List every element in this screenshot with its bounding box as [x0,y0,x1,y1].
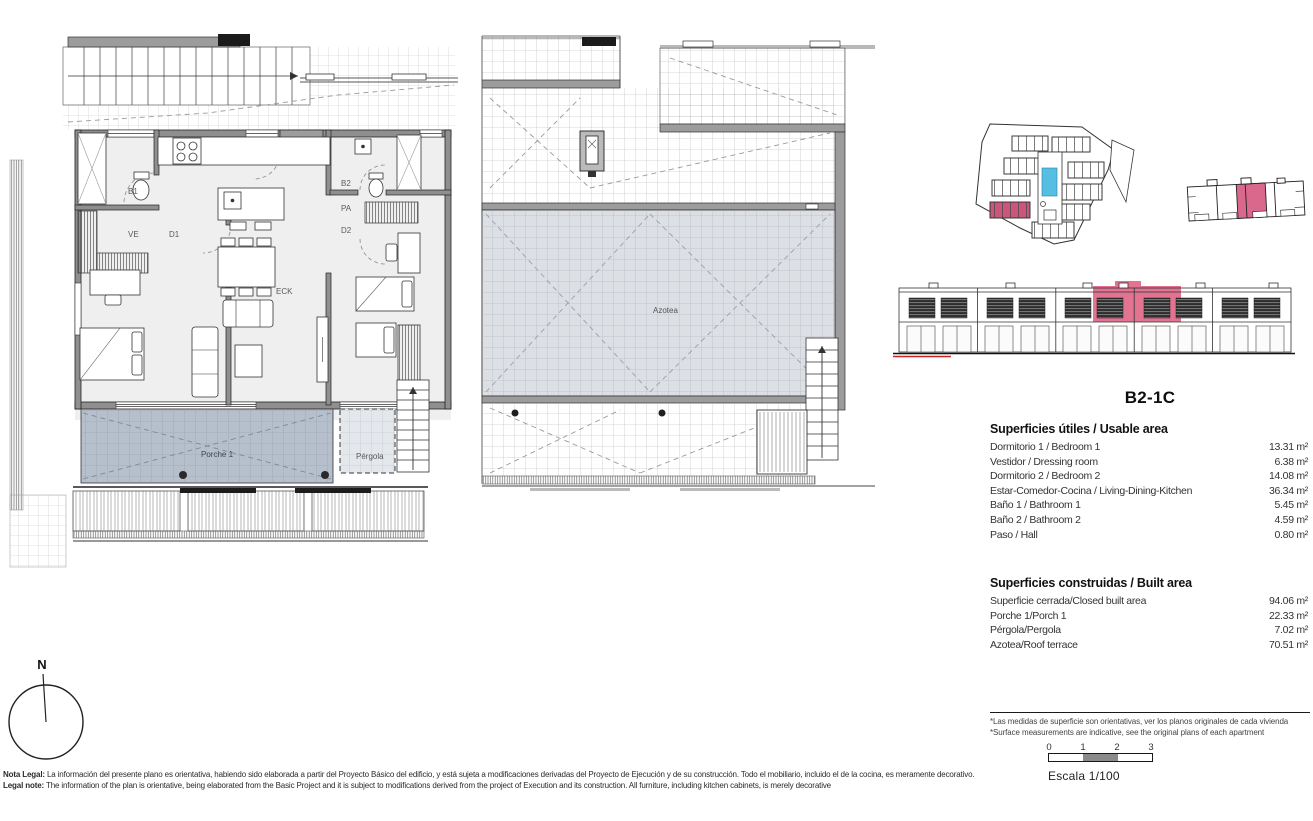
elevation-lower-doors [907,326,1284,352]
pergola [340,409,395,473]
table-row: Pérgola/Pergola 7.02 m² [990,624,1308,637]
table-row: Dormitorio 1 / Bedroom 1 13.31 m² [990,441,1308,453]
table-row: Baño 2 / Bathroom 2 4.59 m² [990,513,1308,526]
site-plan-drawing [962,110,1140,265]
building-elevation [893,278,1295,362]
footnote-es: *Las medidas de superficie son orientativas, ver los planos originales de cada vivienda [990,717,1289,726]
room-label-b1: B1 [128,187,138,196]
neighbor-wall-strip [10,160,23,510]
scale-label: Escala 1/100 [1048,769,1120,783]
table-row: Paso / Hall 0.80 m² [990,528,1308,541]
outdoor-stairs [397,380,429,472]
legal-note-en: Legal note: The information of the plan is orientative, being elaborated from the Basic Project and it is subject to modifications derived from the project of Execution and its construction. All furniture, including kitchen cabinets, is merely decorative [3,781,831,790]
room-label-d1: D1 [169,230,180,239]
block-key-plan [1180,168,1312,230]
azotea-label: Azotea [653,306,678,315]
unit-title: B2-1C [1124,388,1176,407]
built-area-title: Superficies construidas / Built area [990,576,1192,590]
room-label-eck: ECK [276,287,293,296]
roof-chimney [580,131,604,177]
pergola-label: Pérgola [356,452,384,461]
room-label-d2: D2 [341,226,352,235]
site-annex [1110,140,1134,202]
usable-area-title: Superficies útiles / Usable area [990,422,1168,436]
scale-ticks: 0 1 2 3 [1046,742,1154,753]
scale-bar-graphic [1048,753,1153,762]
entrance-walkway [63,34,458,130]
table-row: Estar-Comedor-Cocina / Living-Dining-Kitchen 36.34 m² [990,484,1308,497]
site-pool [1042,168,1057,196]
porch [81,409,333,483]
porch-railing [73,487,428,541]
scale-bar [1035,742,1195,783]
legal-note-es: Nota Legal: La información del presente plano es orientativa, habiendo sido elaborada a partir del Proyecto Básico del edificio, y está sujeta a modificaciones derivadas del Proyecto de Ejecución y de su construcción. Todo el mobiliario, incluido el de la cocina, es meramente decorativo. [3,770,975,779]
room-label-ve: VE [128,230,139,239]
table-row: Vestidor / Dressing room 6.38 m² [990,455,1308,468]
table-row: Porche 1/Porch 1 22.33 m² [990,609,1308,622]
usable-area-table [990,422,1308,542]
footnote-en: *Surface measurements are indicative, see the original plans of each apartment [990,727,1265,737]
table-row: Azotea/Roof terrace 70.51 m² [990,638,1308,651]
hall-closet [365,202,418,223]
dining-furniture [218,238,275,296]
room-label-b2: B2 [341,179,351,188]
floor-plan-drawing [8,25,458,570]
built-area-table [990,576,1308,652]
roof-terrace-azotea [482,203,835,403]
room-label-pa: PA [341,204,352,213]
side-walkway-tiles [10,495,66,567]
compass-north-label: N [37,657,47,672]
compass [8,656,88,768]
measurement-footnote [990,712,1310,738]
table-row: Dormitorio 2 / Bedroom 2 14.08 m² [990,470,1308,483]
table-row: Baño 1 / Bathroom 1 5.45 m² [990,499,1308,512]
roof-plan-drawing [470,28,875,515]
porch-label: Porche 1 [201,450,234,459]
roof-stairs [806,338,838,460]
table-row: Superficie cerrada/Closed built area 94.06 m² [990,595,1308,607]
